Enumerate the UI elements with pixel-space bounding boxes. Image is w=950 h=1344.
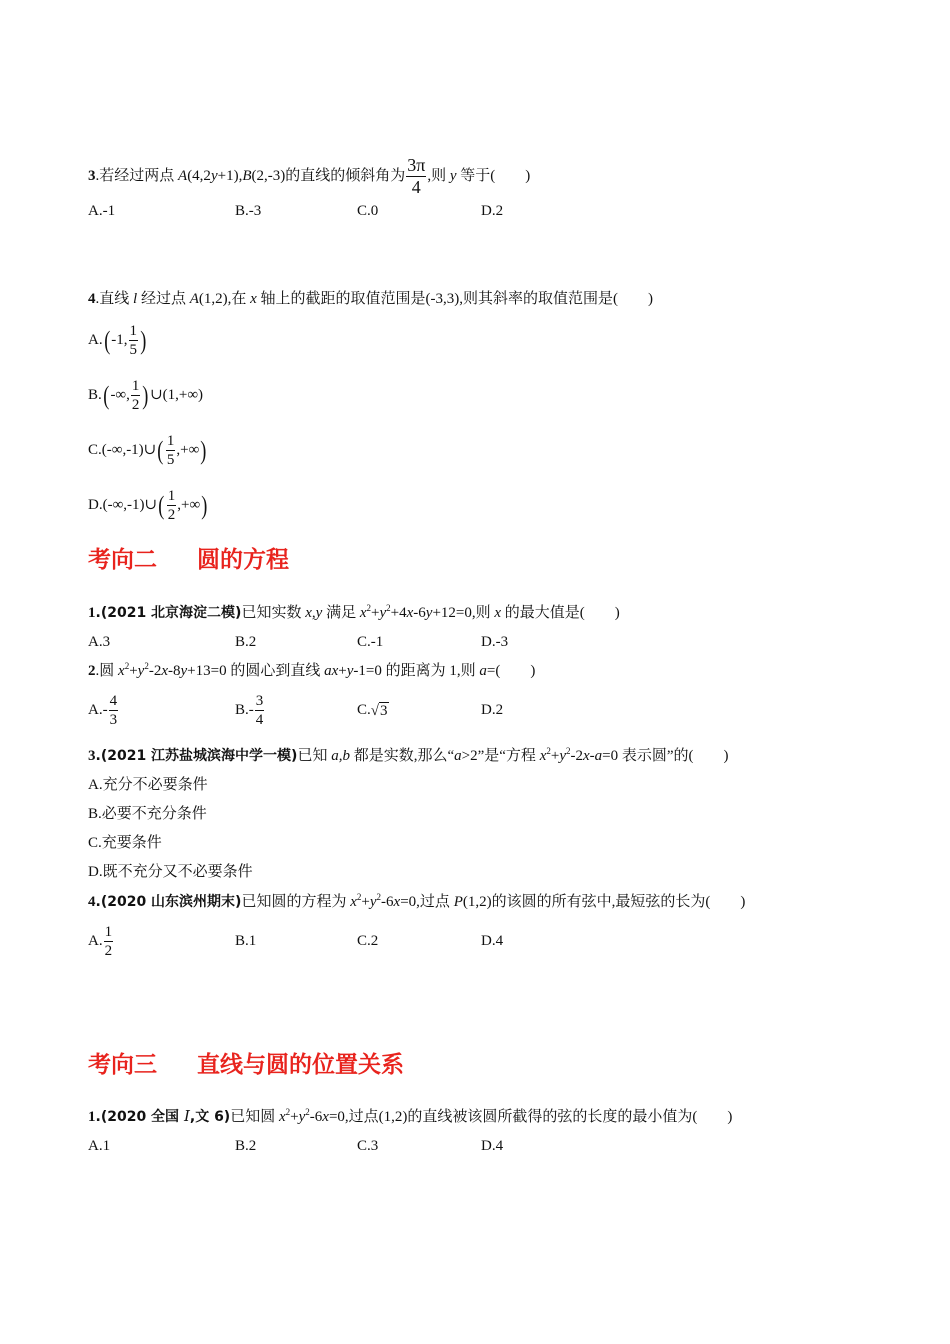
var-x: x bbox=[359, 605, 367, 621]
text: - bbox=[589, 748, 595, 764]
var-y: y bbox=[137, 663, 145, 679]
s2-question-3 bbox=[88, 746, 729, 766]
text: (1,2)的该圆的所有弦中,最短弦的长为( bbox=[462, 894, 711, 910]
radicand: 3 bbox=[380, 702, 388, 719]
text: +4 bbox=[390, 605, 407, 621]
text: ) bbox=[723, 748, 729, 764]
text: ) bbox=[525, 167, 531, 184]
text: +1), bbox=[217, 167, 243, 184]
exponent: 2 bbox=[546, 746, 551, 756]
text: ,则 bbox=[427, 167, 450, 184]
exponent: 2 bbox=[386, 603, 391, 613]
text: (1,2),在 bbox=[198, 291, 251, 307]
option-a: A.充分不必要条件 bbox=[88, 777, 208, 793]
section-heading-2 bbox=[88, 545, 289, 575]
var-y: y bbox=[449, 167, 457, 184]
text: ) bbox=[740, 894, 746, 910]
option-b: B.2 bbox=[235, 1138, 257, 1154]
text: =0,过点 bbox=[400, 894, 454, 910]
option-c: C.2 bbox=[357, 933, 379, 949]
fraction bbox=[167, 487, 177, 524]
question-source: .(2020 全国 bbox=[95, 1109, 184, 1125]
s2-question-2 bbox=[88, 661, 535, 681]
text: =0,过点(1,2)的直线被该圆所截得的弦的长度的最小值为( bbox=[328, 1109, 698, 1125]
text: >2”是“方程 bbox=[461, 748, 540, 764]
section-label: 考向二 bbox=[88, 547, 157, 573]
option-c: C.(-∞,-1)∪( $\frac{1}{5}$ ,+∞) bbox=[88, 433, 207, 469]
question-source: .(2021 江苏盐城滨海中学一模) bbox=[95, 748, 298, 764]
question-number: 1 bbox=[88, 605, 96, 621]
var-x: x bbox=[406, 605, 414, 621]
question-number: 2 bbox=[88, 663, 96, 679]
fraction-numerator: 1 bbox=[167, 488, 176, 505]
option-a: A.-1 bbox=[88, 203, 116, 219]
option-c bbox=[357, 688, 389, 733]
option-d: D.(-∞,-1)∪( $\frac{1}{2}$ ,+∞) bbox=[88, 488, 208, 524]
var-a: a bbox=[594, 748, 603, 764]
var-y: y bbox=[346, 663, 354, 679]
option-a bbox=[88, 919, 114, 963]
question-number: 4 bbox=[88, 291, 96, 307]
text: -2 bbox=[148, 663, 162, 679]
var-x: x bbox=[350, 894, 357, 910]
text: -6 bbox=[381, 894, 394, 910]
var-ab: a,b bbox=[331, 748, 350, 764]
text: 已知 bbox=[297, 748, 332, 764]
var-a: a bbox=[479, 663, 487, 679]
fraction-3pi-4 bbox=[406, 155, 426, 198]
var-x: x bbox=[539, 748, 547, 764]
question-3 bbox=[88, 155, 530, 198]
option-b: B.必要不充分条件 bbox=[88, 806, 207, 822]
point-a: A bbox=[189, 291, 199, 307]
option-d: D.4 bbox=[481, 933, 504, 949]
exponent: 2 bbox=[305, 1107, 310, 1117]
option-a bbox=[88, 688, 119, 732]
section-heading-3 bbox=[88, 1050, 404, 1080]
var-xy: x,y bbox=[305, 605, 323, 621]
fraction-numerator: 1 bbox=[166, 433, 175, 450]
var-y: y bbox=[210, 167, 218, 184]
point-a: A bbox=[178, 167, 188, 184]
text: .若经过两点 bbox=[95, 167, 179, 184]
question-source: .(2020 山东滨州期末) bbox=[95, 894, 242, 910]
text: -2 bbox=[570, 748, 583, 764]
var-y: y bbox=[369, 894, 377, 910]
var-x: x bbox=[161, 663, 168, 679]
fraction bbox=[255, 692, 265, 729]
option-a: A.(-1, $\frac{1}{5}$ ) bbox=[88, 323, 147, 359]
fraction-numerator: 1 bbox=[131, 378, 140, 395]
option-b: B.1 bbox=[235, 933, 257, 949]
text: (2,-3)的直线的倾斜角为 bbox=[251, 167, 406, 184]
point-p: P bbox=[453, 894, 463, 910]
text: .圆 bbox=[95, 663, 119, 679]
text: 的最大值是( bbox=[501, 605, 585, 621]
text: -1, bbox=[111, 332, 128, 348]
fraction-numerator: 3 bbox=[255, 693, 264, 710]
option-a: A.1 bbox=[88, 1138, 111, 1154]
exponent: 2 bbox=[566, 746, 571, 756]
text: .直线 bbox=[95, 291, 134, 307]
var-y: y bbox=[298, 1109, 306, 1125]
fraction-denominator: 3 bbox=[109, 712, 118, 729]
option-d: D.4 bbox=[481, 1138, 504, 1154]
fraction-numerator: 1 bbox=[129, 323, 138, 340]
text: ) bbox=[727, 1109, 733, 1125]
var-y: y bbox=[379, 605, 387, 621]
section-title: 圆的方程 bbox=[197, 547, 289, 573]
option-c: C.充要条件 bbox=[88, 835, 162, 851]
var-x: x bbox=[393, 894, 401, 910]
roman-numeral: Ⅰ bbox=[183, 1109, 190, 1125]
option-label: A. bbox=[88, 933, 103, 949]
option-b: B.2 bbox=[235, 634, 257, 650]
option-c: C.3 bbox=[357, 1138, 379, 1154]
question-4 bbox=[88, 289, 653, 309]
question-source: .(2021 北京海淀二模) bbox=[95, 605, 242, 621]
text: + bbox=[290, 1109, 299, 1125]
option-b: B.-3 bbox=[235, 203, 262, 219]
exponent: 2 bbox=[124, 661, 130, 671]
var-x: x bbox=[118, 663, 125, 679]
option-c: C.-1 bbox=[357, 634, 384, 650]
text: 已知实数 bbox=[241, 605, 306, 621]
text: 已知圆 bbox=[230, 1109, 279, 1125]
text: ) bbox=[648, 291, 654, 307]
fraction-denominator: 2 bbox=[104, 943, 113, 960]
text: -6 bbox=[309, 1109, 323, 1125]
option-label: C.(-∞,-1)∪ bbox=[88, 442, 157, 458]
text: + bbox=[371, 605, 380, 621]
text: + bbox=[129, 663, 138, 679]
exponent: 2 bbox=[356, 892, 362, 902]
var-y: y bbox=[425, 605, 433, 621]
text: ,+∞ bbox=[176, 442, 200, 458]
fraction-denominator: 4 bbox=[411, 177, 421, 197]
fraction bbox=[109, 692, 119, 729]
s2-question-1 bbox=[88, 603, 620, 623]
exponent: 2 bbox=[366, 603, 371, 613]
text: + bbox=[361, 894, 370, 910]
fraction bbox=[166, 432, 176, 469]
option-d: D.2 bbox=[481, 203, 504, 219]
text: 已知圆的方程为 bbox=[241, 894, 351, 910]
option-label: B. bbox=[88, 387, 102, 403]
text: 等于( bbox=[456, 167, 496, 184]
option-d: D.2 bbox=[481, 702, 504, 718]
text: =0 表示圆”的( bbox=[602, 748, 694, 764]
option-c: C.0 bbox=[357, 203, 379, 219]
var-x: x bbox=[583, 748, 590, 764]
exponent: 2 bbox=[285, 1107, 291, 1117]
fraction-numerator: 4 bbox=[109, 693, 118, 710]
exponent: 2 bbox=[144, 661, 149, 671]
fraction-denominator: 4 bbox=[255, 712, 264, 729]
option-label: A.- bbox=[88, 702, 108, 718]
fraction-denominator: 2 bbox=[167, 507, 176, 524]
text: ) bbox=[614, 605, 620, 621]
question-number: 4 bbox=[88, 894, 96, 910]
text: -6 bbox=[413, 605, 426, 621]
sqrt: √3 bbox=[370, 702, 388, 719]
text: (4,2 bbox=[187, 167, 211, 184]
question-number: 1 bbox=[88, 1109, 96, 1125]
text: ) bbox=[530, 663, 536, 679]
text: -∞, bbox=[110, 387, 130, 403]
option-a: A.3 bbox=[88, 634, 111, 650]
option-label: D.(-∞,-1)∪ bbox=[88, 497, 158, 513]
var-x: x bbox=[250, 291, 257, 307]
option-d: D.既不充分又不必要条件 bbox=[88, 864, 253, 880]
s3-question-1 bbox=[88, 1107, 732, 1127]
fraction-numerator: 1 bbox=[104, 924, 113, 941]
text: -8 bbox=[168, 663, 181, 679]
text: 轴上的截距的取值范围是(-3,3),则其斜率的取值范围是( bbox=[256, 291, 619, 307]
question-number: 3 bbox=[88, 748, 96, 764]
text: + bbox=[550, 748, 560, 764]
var-x: x bbox=[322, 1109, 329, 1125]
var-a: a bbox=[454, 748, 462, 764]
fraction bbox=[129, 322, 139, 359]
fraction-denominator: 2 bbox=[131, 397, 140, 414]
var-x: x bbox=[278, 1109, 286, 1125]
var-y: y bbox=[180, 663, 188, 679]
text: ∪(1,+∞) bbox=[150, 387, 204, 403]
var-x: x bbox=[494, 605, 502, 621]
text: +12=0,则 bbox=[432, 605, 495, 621]
fraction bbox=[104, 923, 114, 960]
text: 满足 bbox=[322, 605, 360, 621]
fraction bbox=[131, 377, 141, 414]
text: + bbox=[338, 663, 347, 679]
point-b: B bbox=[242, 167, 252, 184]
text: +13=0 的圆心到直线 bbox=[187, 663, 325, 679]
option-label: A. bbox=[88, 332, 103, 348]
option-b bbox=[235, 688, 265, 732]
text: -1=0 的距离为 1,则 bbox=[353, 663, 480, 679]
var-ax: ax bbox=[324, 663, 339, 679]
var-y: y bbox=[559, 748, 566, 764]
s2-question-4 bbox=[88, 892, 745, 912]
text: 经过点 bbox=[137, 291, 190, 307]
section-label: 考向三 bbox=[88, 1052, 157, 1078]
exponent: 2 bbox=[376, 892, 382, 902]
var-l: l bbox=[133, 291, 138, 307]
question-source: ,文 6) bbox=[189, 1109, 231, 1125]
text: 都是实数,那么“ bbox=[349, 748, 455, 764]
option-b: B.(-∞, $\frac{1}{2}$ )∪(1,+∞) bbox=[88, 378, 204, 414]
fraction-denominator: 5 bbox=[129, 342, 138, 359]
option-d: D.-3 bbox=[481, 634, 509, 650]
fraction-denominator: 5 bbox=[166, 452, 175, 469]
fraction-numerator: 3π bbox=[407, 155, 426, 175]
question-number: 3 bbox=[88, 167, 96, 184]
option-label: B.- bbox=[235, 702, 254, 718]
section-title: 直线与圆的位置关系 bbox=[197, 1052, 404, 1078]
text: ,+∞ bbox=[177, 497, 201, 513]
text: =( bbox=[486, 663, 501, 679]
option-label: C. bbox=[357, 702, 371, 718]
